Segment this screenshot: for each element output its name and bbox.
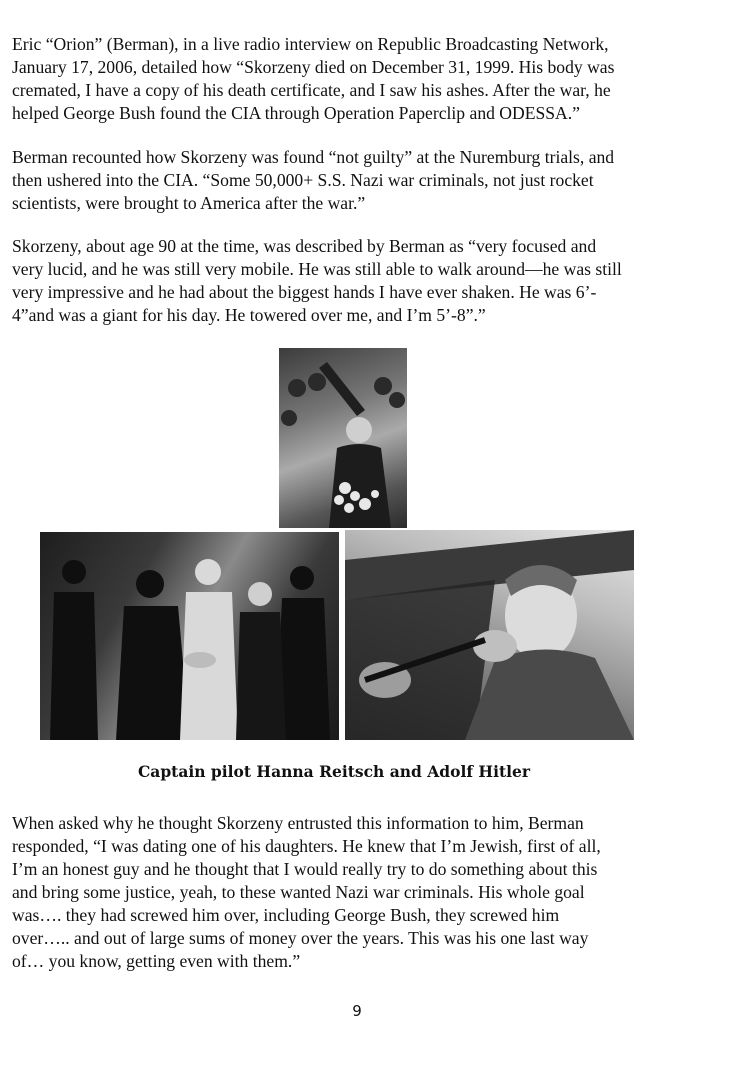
paragraph-daughter-explanation: When asked why he thought Skorzeny entrusted this information to him, Berman responded, “I was dating one of his daughters. He knew that I’m Jewish, first of all, I’m an honest guy and he thought that I would really try to do something about this and bring some justice, yeah, to these wanted Nazi war criminals. His whole goal was…. they had screwed him over, including George Bush, they screwed him over….. and out of large sums of money over the years. This was his one last way of… you know, getting even with them.” xyxy=(12,813,601,971)
paragraph-skorzeny-description: Skorzeny, about age 90 at the time, was described by Berman as “very focused and very lucid, and he was still very mobile. He was still able to walk around—he was still very impressive and he had about the biggest hands I have ever shaken. He was 6’- 4”and was a giant for his day. He towered over me, and I’m 5’-8”.” xyxy=(12,236,622,325)
figure-caption: Captain pilot Hanna Reitsch and Adolf Hitler xyxy=(137,762,531,781)
photo-reitsch-cockpit xyxy=(345,530,634,740)
page-number: 9 xyxy=(352,1002,362,1020)
paragraph-nuremburg-trials: Berman recounted how Skorzeny was found “not guilty” at the Nuremburg trials, and then ushered into the CIA. “Some 50,000+ S.S. Nazi war criminals, not just rocket scientists, were brought to America after the war.” xyxy=(12,147,615,213)
paragraph-berman-interview: Eric “Orion” (Berman), in a live radio interview on Republic Broadcasting Network, January 17, 2006, detailed how “Skorzeny died on December 31, 1999. His body was cremated, I have a copy of his death certificate, and I saw his ashes. After the war, he helped George Bush found the CIA through Operation Paperclip and ODESSA.” xyxy=(12,34,615,123)
photo-reitsch-hitler-handshake xyxy=(40,532,339,740)
photo-reitsch-saluting xyxy=(279,348,407,528)
